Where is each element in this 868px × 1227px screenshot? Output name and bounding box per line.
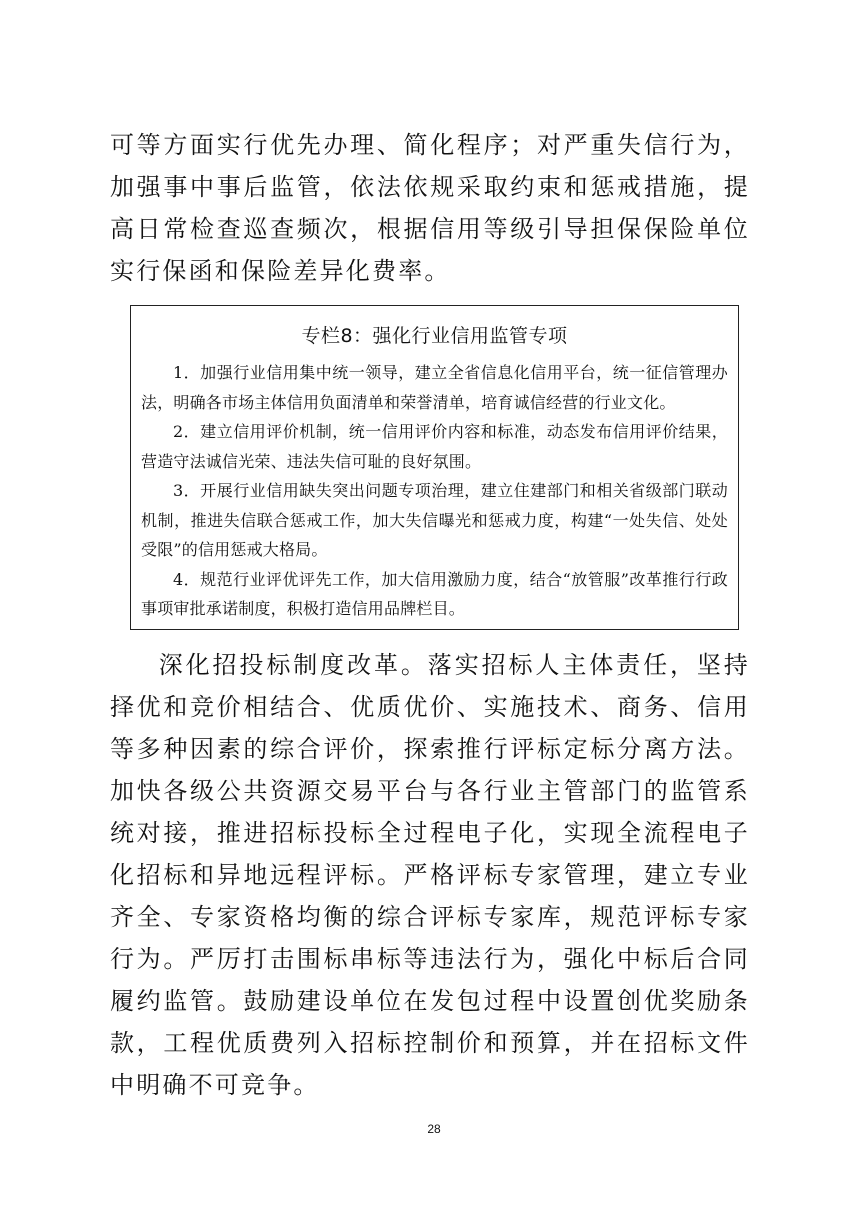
body-paragraph-2 <box>110 644 750 1106</box>
box-item-1: 1．加强行业信用集中统一领导，建立全省信息化信用平台，统一征信管理办法，明确各市场主体信用负面清单和荣誉清单，培育诚信经营的行业文化。 <box>141 363 728 412</box>
box-item-4: 4．规范行业评优评先工作，加大信用激励力度，结合“放管服”改革推行行政事项审批承诺制度，积极打造信用品牌栏目。 <box>141 569 728 618</box>
box-item-2: 2．建立信用评价机制，统一信用评价内容和标准，动态发布信用评价结果，营造守法诚信光荣、违法失信可耻的良好氛围。 <box>141 422 728 471</box>
box-title: 专栏8：强化行业信用监管专项 <box>301 325 568 347</box>
box-item-3: 3．开展行业信用缺失突出问题专项治理，建立住建部门和相关省级部门联动机制，推进失信联合惩戒工作，加大失信曝光和惩戒力度，构建“一处失信、处处受限”的信用惩戒大格局。 <box>141 481 728 559</box>
page-number: 28 <box>427 1122 441 1136</box>
paragraph-lead-heading: 深化招投标制度改革。 <box>158 651 428 679</box>
special-column-box <box>130 305 739 630</box>
paragraph-body: 落实招标人主体责任，坚持择优和竞价相结合、优质优价、实施技术、商务、信用等多种因素的综合评价，探索推行评标定标分离方法。加快各级公共资源交易平台与各行业主管部门的监管系统对接，推进招标投标全过程电子化，实现全流程电子化招标和异地远程评标。严格评标专家管理，建立专业齐全、专家资格均衡的综合评标专家库，规范评标专家行为。严厉打击围标串标等违法行为，强化中标后合同履约监管。鼓励建设单位在发包过程中设置创优奖励条款，工程优质费列入招标控制价和预算，并在招标文件中明确不可竞争。 <box>110 651 750 1099</box>
body-paragraph-1: 可等方面实行优先办理、简化程序；对严重失信行为，加强事中事后监管，依法依规采取约束和惩戒措施，提高日常检查巡查频次，根据信用等级引导担保保险单位实行保函和保险差异化费率。 <box>110 131 750 285</box>
